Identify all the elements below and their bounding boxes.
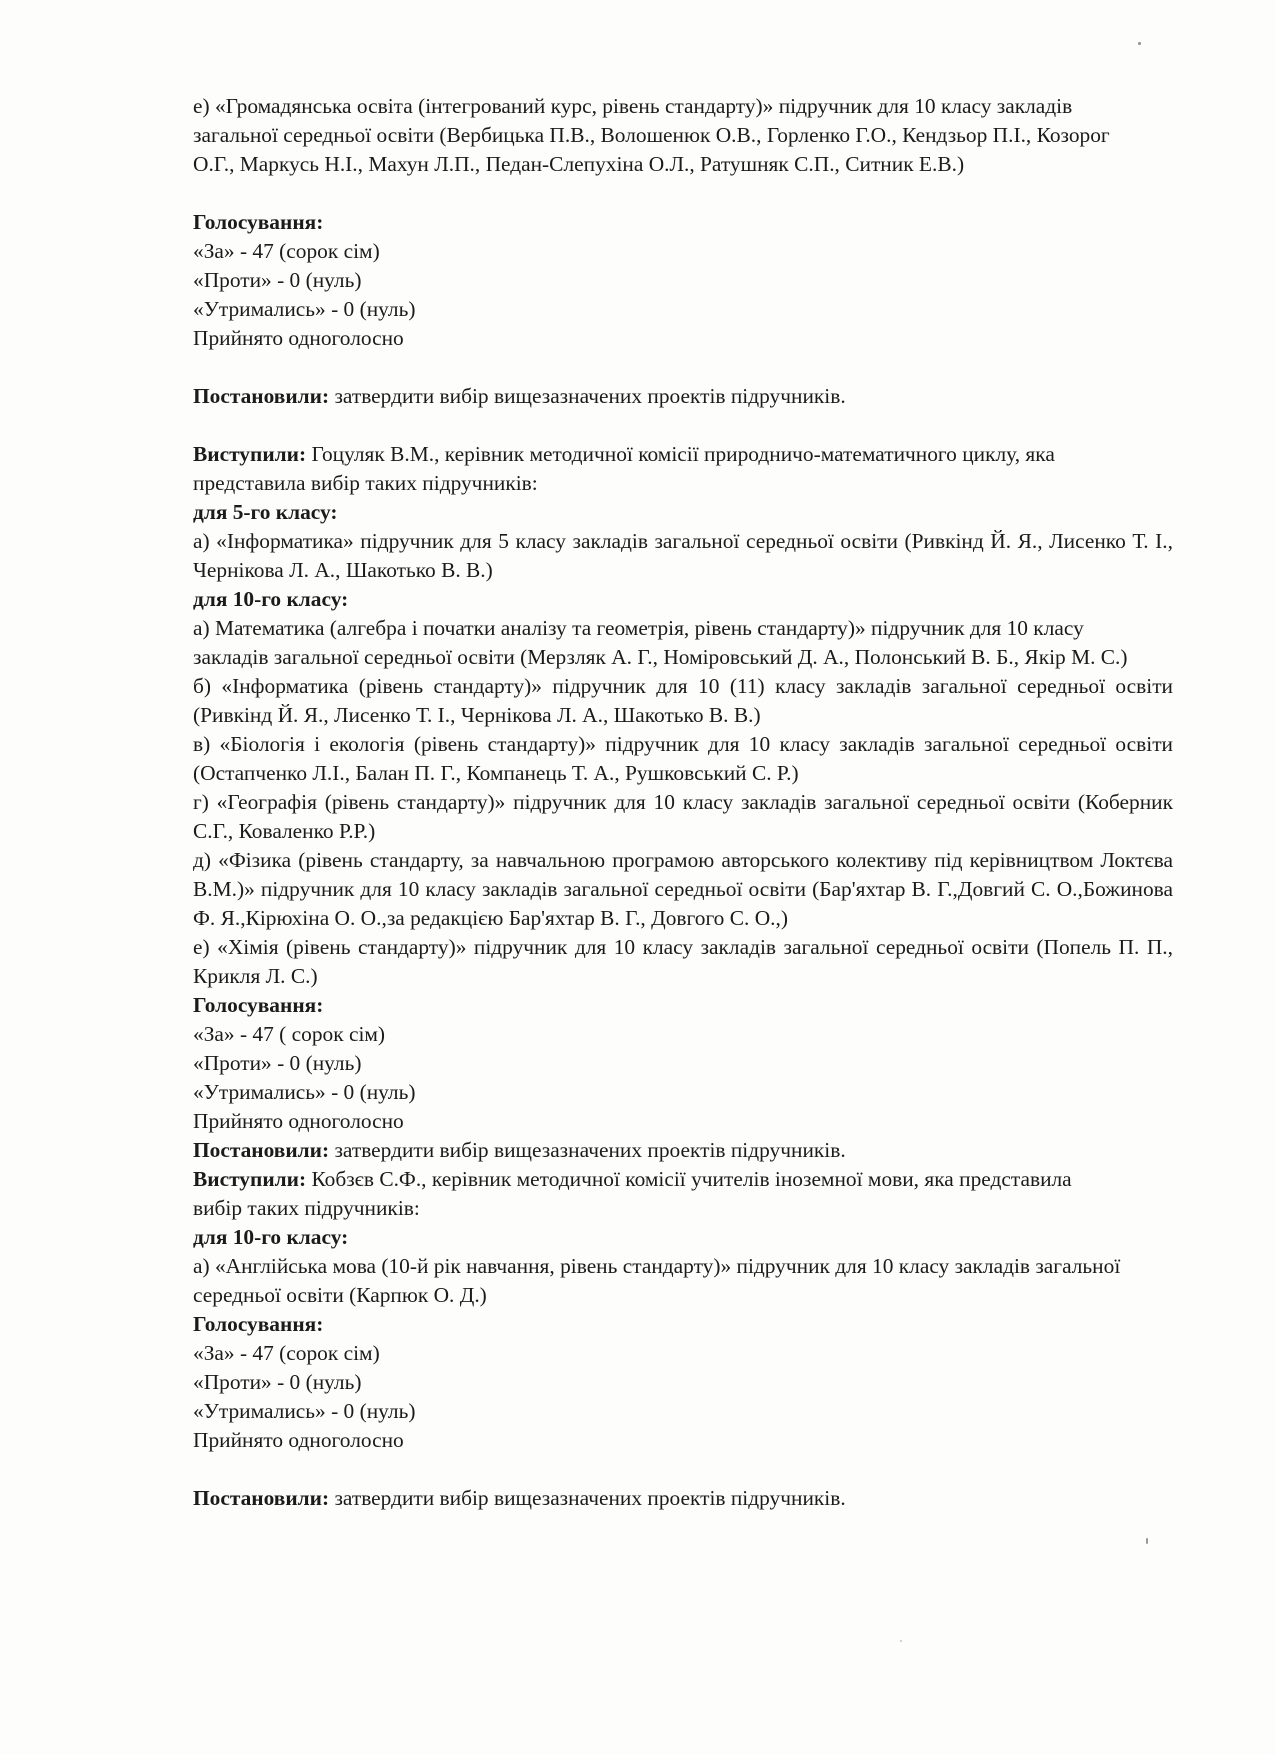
- textbook-item-civic-education: е) «Громадянська освіта (інтегрований курс, рівень стандарту)» підручник для 10 класу закладів загальної середньої освіти (Вербицька П.В., Волошенюк О.В., Горленко Г.О., Кендзьор П.І., Козорог О.Г., Маркусь Н.І., Махун Л.П., Педан-Слепухіна О.Л., Ратушняк С.П., Ситник Е.В.): [193, 94, 1110, 176]
- speaker-paragraph: [193, 440, 1123, 498]
- speaker-paragraph: [193, 1165, 1123, 1223]
- decision-paragraph: [193, 382, 1173, 411]
- document-body: [193, 92, 1173, 1513]
- textbook-item-math-10: а) Математика (алгебра і початки аналізу та геометрія, рівень стандарту)» підручник для 10 класу закладів загальної середньої освіти (Мерзляк А. Г., Номіровський Д. А., Полонський В. Б., Якір М. С.): [193, 616, 1128, 669]
- grade-10-heading: для 10-го класу:: [193, 1225, 349, 1249]
- speaker-label: Виступили:: [193, 442, 307, 466]
- textbook-item-geography-10: г) «Географія (рівень стандарту)» підручник для 10 класу закладів загальної середньої освіти (Коберник С.Г., Коваленко Р.Р.): [193, 790, 1173, 843]
- vote-for: «За» - 47 (сорок сім): [193, 1341, 380, 1365]
- vote-for: «За» - 47 (сорок сім): [193, 239, 380, 263]
- speaker-text: Гоцуляк В.М., керівник методичної комісії природничо-математичного циклу, яка представила вибір таких підручників:: [193, 442, 1055, 495]
- textbook-item-chemistry-10: е) «Хімія (рівень стандарту)» підручник для 10 класу закладів загальної середньої освіти (Попель П. П., Крикля Л. С.): [193, 935, 1173, 988]
- scan-artifact-speck: [1138, 42, 1141, 45]
- scan-artifact-speck: [900, 1640, 902, 1642]
- textbook-item-physics-10: д) «Фізика (рівень стандарту, за навчальною програмою авторського колективу під керівництвом Локтєва В.М.)» підручник для 10 класу закладів загальної середньої освіти (Бар'яхтар В. Г.,Довгий С. О.,Божинова Ф. Я.,Кірюхіна О. О.,за редакцією Бар'яхтар В. Г., Довгого С. О.,): [193, 848, 1173, 930]
- grade-5-heading: для 5-го класу:: [193, 500, 338, 524]
- voting-heading: Голосування:: [193, 993, 324, 1017]
- grade-10-heading: для 10-го класу:: [193, 587, 349, 611]
- vote-for: «За» - 47 ( сорок сім): [193, 1022, 386, 1046]
- decision-paragraph: [193, 1136, 1173, 1165]
- voting-heading: Голосування:: [193, 210, 324, 234]
- decision-label: Постановили:: [193, 1138, 330, 1162]
- textbook-item-informatics-10: б) «Інформатика (рівень стандарту)» підручник для 10 (11) класу закладів загальної середньої освіти (Ривкінд Й. Я., Лисенко Т. І., Чернікова Л. А., Шакотько В. В.): [193, 674, 1173, 727]
- decision-paragraph: [193, 1484, 1173, 1513]
- speaker-text: Кобзєв С.Ф., керівник методичної комісії учителів іноземної мови, яка представила вибір таких підручників:: [193, 1167, 1072, 1220]
- vote-result: Прийнято одноголосно: [193, 326, 404, 350]
- speaker-label: Виступили:: [193, 1167, 307, 1191]
- decision-label: Постановили:: [193, 1486, 330, 1510]
- decision-text: затвердити вибір вищезазначених проектів підручників.: [329, 384, 846, 408]
- vote-abstained: «Утримались» - 0 (нуль): [193, 1080, 416, 1104]
- vote-abstained: «Утримались» - 0 (нуль): [193, 297, 416, 321]
- vote-abstained: «Утримались» - 0 (нуль): [193, 1399, 416, 1423]
- vote-against: «Проти» - 0 (нуль): [193, 1370, 362, 1394]
- vote-against: «Проти» - 0 (нуль): [193, 268, 362, 292]
- textbook-item-english-10: а) «Англійська мова (10-й рік навчання, рівень стандарту)» підручник для 10 класу закладів загальної середньої освіти (Карпюк О. Д.): [193, 1254, 1121, 1307]
- vote-result: Прийнято одноголосно: [193, 1428, 404, 1452]
- decision-text: затвердити вибір вищезазначених проектів підручників.: [329, 1138, 846, 1162]
- vote-result: Прийнято одноголосно: [193, 1109, 404, 1133]
- textbook-item-biology-10: в) «Біологія і екологія (рівень стандарту)» підручник для 10 класу закладів загальної середньої освіти (Остапченко Л.І., Балан П. Г., Компанець Т. А., Рушковський С. Р.): [193, 732, 1173, 785]
- vote-against: «Проти» - 0 (нуль): [193, 1051, 362, 1075]
- scan-artifact-speck: [1146, 1538, 1148, 1544]
- decision-text: затвердити вибір вищезазначених проектів підручників.: [329, 1486, 846, 1510]
- voting-heading: Голосування:: [193, 1312, 324, 1336]
- decision-label: Постановили:: [193, 384, 330, 408]
- textbook-item-informatics-5: а) «Інформатика» підручник для 5 класу закладів загальної середньої освіти (Ривкінд Й. Я., Лисенко Т. І., Чернікова Л. А., Шакотько В. В.): [193, 529, 1173, 582]
